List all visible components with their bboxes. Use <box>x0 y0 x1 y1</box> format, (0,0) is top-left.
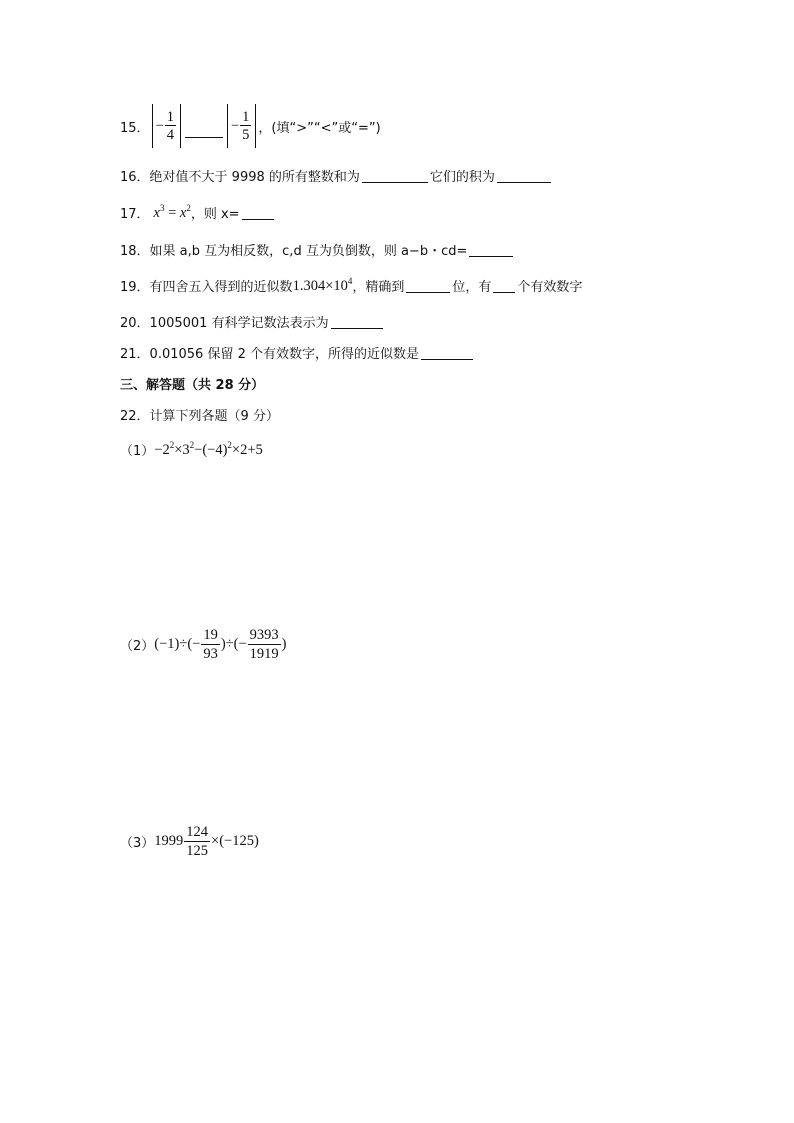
question-number: 19． <box>120 280 150 295</box>
approx-number: $1.304\times 10^4$ <box>292 276 353 294</box>
fraction-19-93: $\frac{19}{93}$ <box>203 627 218 662</box>
question-20: 20． 1005001 有科学记数法表示为 <box>120 312 385 331</box>
question-16: 16． 绝对值不大于 9998 的所有整数和为 它们的积为 <box>120 166 553 185</box>
question-21: 21． 0.01056 保留 2 个有效数字，所得的近似数是 <box>120 343 475 362</box>
question-number: 17． <box>120 207 150 222</box>
answer-blank[interactable] <box>331 314 383 329</box>
answer-blank[interactable] <box>421 345 473 360</box>
absolute-value-2: − $\frac{1}{5}$ <box>227 104 256 148</box>
equation: $x^3 = x^2$ <box>153 203 191 221</box>
problem-label: （1） <box>120 444 155 459</box>
question-17: 17． $x^3 = x^2$ ，则 x= <box>120 203 276 222</box>
fraction-1-5: $\frac{1}{5}$ <box>242 108 250 143</box>
answer-blank[interactable] <box>469 242 513 257</box>
question-number: 20． <box>120 316 150 331</box>
question-number: 16． <box>120 170 150 185</box>
problem-1 <box>120 440 263 459</box>
section-heading: 三、解答题（共 28 分） <box>120 378 265 393</box>
question-19: 19． 有四舍五入得到的近似数 $1.304\times 10^4$ ，精确到 位，有 个有效数字 <box>120 276 583 295</box>
question-15: 15． − $\frac{1}{4}$ − $\frac{1}{5}$ ，(填“>”“<”或“=”) <box>120 104 381 148</box>
fraction-1-4: $\frac{1}{4}$ <box>166 108 174 143</box>
absolute-value-1: − $\frac{1}{4}$ <box>152 104 181 148</box>
answer-blank-digits[interactable] <box>493 278 515 293</box>
problem-2: （2） (−1)÷(− $\frac{19}{93}$ )÷(− $\frac{9393}{1919}$ ) <box>120 627 287 662</box>
question-22: 22． 计算下列各题（9 分） <box>120 405 279 424</box>
question-18: 18． 如果 a,b 互为相反数，c,d 互为负倒数，则 a−b・cd= <box>120 240 515 259</box>
question-number: 15． <box>120 120 150 136</box>
question-number: 21． <box>120 347 150 362</box>
fraction-9393-1919: $\frac{9393}{1919}$ <box>249 627 279 662</box>
fraction-124-125: $\frac{124}{125}$ <box>186 824 209 859</box>
question-number: 22． <box>120 409 150 424</box>
answer-blank-precision[interactable] <box>406 278 450 293</box>
answer-blank-sum[interactable] <box>362 168 428 183</box>
answer-blank-product[interactable] <box>497 168 551 183</box>
question-number: 18． <box>120 244 150 259</box>
problem-label: （3） <box>120 836 155 851</box>
expression: $-2^2\times 3^2-(-4)^2\times 2+5$ <box>154 440 263 458</box>
answer-blank[interactable] <box>242 205 274 220</box>
problem-3: （3） 1999 $\frac{124}{125}$ ×(−125) <box>120 824 259 859</box>
answer-blank[interactable] <box>185 123 223 138</box>
problem-label: （2） <box>120 639 155 654</box>
